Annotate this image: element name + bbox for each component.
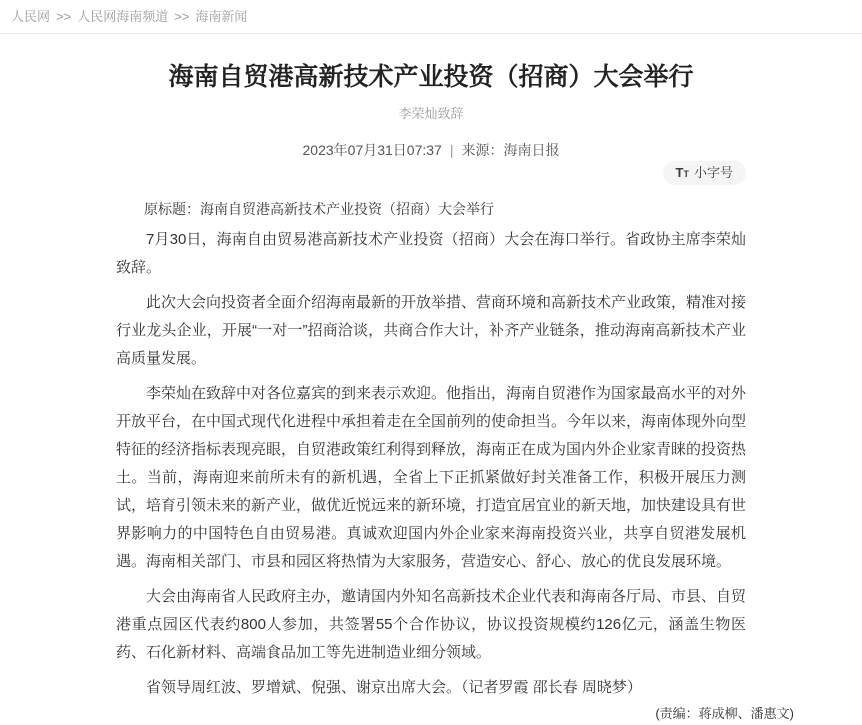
article-content bbox=[116, 61, 746, 702]
source-link[interactable]: 海南日报 bbox=[503, 142, 560, 158]
breadcrumb-separator: >> bbox=[56, 9, 72, 24]
breadcrumb-link-hainan-channel[interactable]: 人民网海南频道 bbox=[77, 9, 169, 24]
breadcrumb-link-hainan-news[interactable]: 海南新闻 bbox=[195, 9, 248, 24]
article-meta bbox=[116, 142, 746, 159]
original-title-text: 海南自贸港高新技术产业投资（招商）大会举行 bbox=[200, 201, 494, 217]
breadcrumb-separator: >> bbox=[174, 9, 190, 24]
publish-time: 2023年07月31日07:37 bbox=[302, 142, 442, 158]
article-body bbox=[116, 226, 746, 702]
breadcrumb-link-people-net[interactable]: 人民网 bbox=[11, 9, 51, 24]
article-paragraph: 此次大会向投资者全面介绍海南最新的开放举措、营商环境和高新技术产业政策，精准对接行业龙头企业，开展“一对一”招商洽谈，共商合作大计，补齐产业链条，推动海南高新技术产业高质量发展。 bbox=[116, 294, 747, 367]
breadcrumb bbox=[0, 0, 862, 24]
font-size-label: 小字号 bbox=[693, 165, 733, 180]
article-paragraph: 李荣灿在致辞中对各位嘉宾的到来表示欢迎。他指出，海南自贸港作为国家最高水平的对外开放平台，在中国式现代化进程中承担着走在全国前列的使命担当。今年以来，海南体现外向型特征的经济指标表现亮眼，自贸港政策红利得到释放，海南正在成为国内外企业家青睐的投资热土。当前，海南迎来前所未有的新机遇，全省上下正抓紧做好封关准备工作，积极开展压力测试，培育引领未来的新产业，做优近悦远来的新环境，打造宜居宜业的新天地，加快建设具有世界影响力的中国特色自由贸易港。真诚欢迎国内外企业家来海南投资兴业，共享自贸港发展机遇。海南相关部门、市县和园区将热情为大家服务，营造安心、舒心、放心的优良发展环境。 bbox=[116, 385, 747, 570]
page-title: 海南自贸港高新技术产业投资（招商）大会举行 bbox=[168, 63, 694, 91]
article-toolbar bbox=[116, 161, 746, 185]
article-subtitle: 李荣灿致辞 bbox=[398, 106, 464, 121]
header-divider bbox=[0, 33, 862, 34]
font-size-icon: TT bbox=[675, 165, 689, 180]
editor-note: (责编：蒋成柳、潘惠文) bbox=[655, 706, 794, 721]
font-size-control[interactable] bbox=[663, 161, 746, 185]
original-title-label: 原标题： bbox=[144, 201, 200, 217]
article-paragraph: 7月30日，海南自由贸易港高新技术产业投资（招商）大会在海口举行。省政协主席李荣灿致辞。 bbox=[116, 231, 746, 276]
source-label: 来源： bbox=[461, 142, 504, 158]
article-paragraph: 省领导周红波、罗增斌、倪强、谢京出席大会。（记者罗霞 邵长春 周晓梦） bbox=[146, 679, 642, 696]
article-paragraph: 大会由海南省人民政府主办，邀请国内外知名高新技术企业代表和海南各厅局、市县、自贸港重点园区代表约800人参加，共签署55个合作协议，协议投资规模约126亿元，涵盖生物医药、石化新材料、高端食品加工等先进制造业细分领域。 bbox=[116, 588, 747, 661]
original-title bbox=[116, 199, 746, 219]
meta-separator: | bbox=[449, 142, 454, 158]
